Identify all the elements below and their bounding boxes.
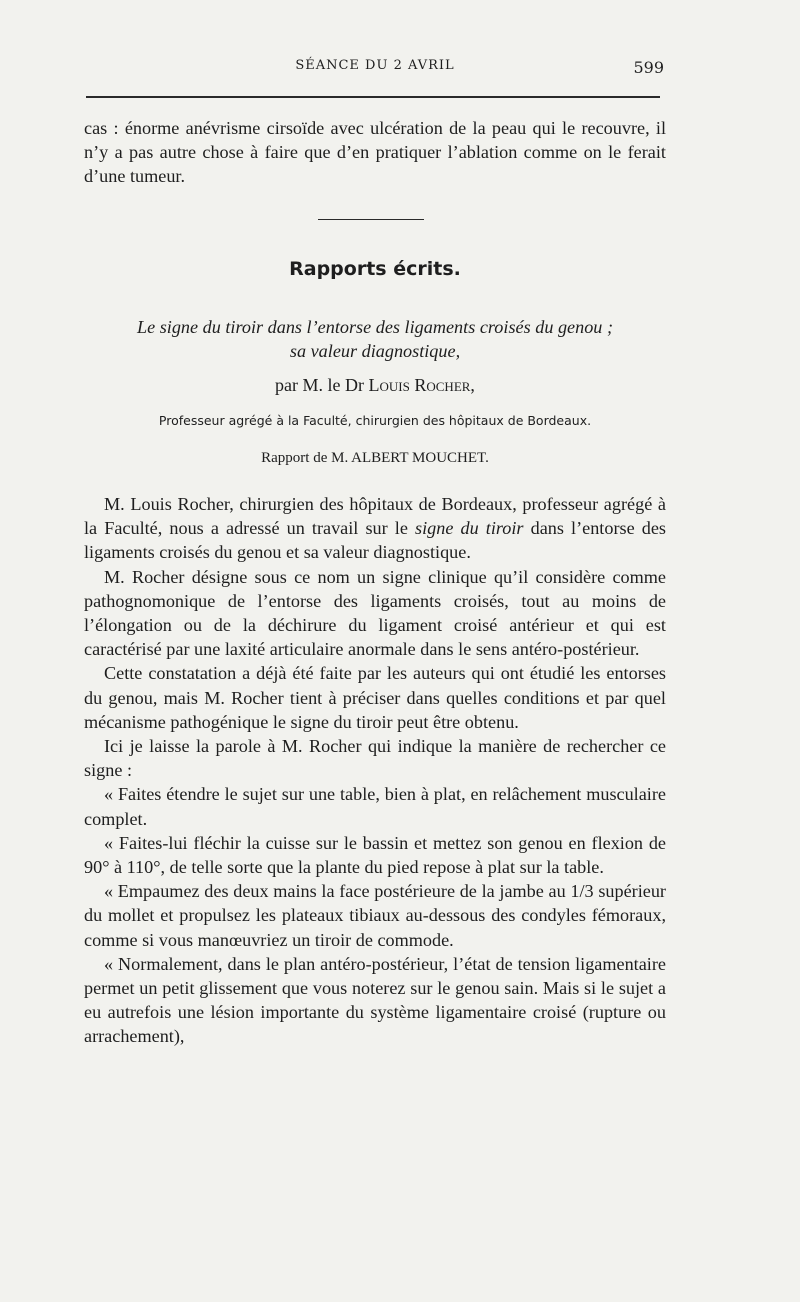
paragraph-1 (84, 492, 666, 565)
running-title: SÉANCE DU 2 AVRIL (295, 58, 455, 73)
paragraph-7: « Empaumez des deux mains la face postérieure de la jambe au 1/3 supérieur du mollet et propulsez les plateaux tibiaux au-dessous des condyles fémoraux, comme si vous manœuvriez un tiroir de commode. (84, 881, 666, 950)
page-header (86, 58, 664, 82)
report-body (84, 492, 666, 1049)
paragraph-4: Ici je laisse la parole à M. Rocher qui indique la manière de rechercher ce signe : (84, 736, 666, 781)
author-prefix: par M. le Dr (275, 375, 369, 395)
header-rule (86, 96, 660, 98)
paragraph-1-italic: signe du tiroir (415, 518, 524, 539)
section-divider (318, 219, 424, 220)
author-affiliation: Professeur agrégé à la Faculté, chirurgien des hôpitaux de Bordeaux. (158, 413, 592, 428)
paragraph-2: M. Rocher désigne sous ce nom un signe clinique qu’il considère comme pathognomonique de l’entorse des ligaments croisés, tout au moins de l’élongation ou de la déchirure du ligament croisé antérieur et qui est caractérisé par une laxité articulaire anormale dans le sens antéro-postérieur. (84, 566, 666, 660)
paragraph-8: « Normalement, dans le plan antéro-postérieur, l’état de tension ligamentaire permet un petit glissement que vous noterez sur le genou sain. Mais si le sujet a eu autrefois une lésion importante du système ligamentaire croisé (rupture ou arrachement), (84, 953, 666, 1047)
author-name: Louis Rocher, (368, 375, 475, 395)
article-title (84, 315, 666, 363)
article-title-line-1: Le signe du tiroir dans l’entorse des ligaments croisés du genou ; (136, 317, 614, 337)
paragraph-3: Cette constatation a déjà été faite par les auteurs qui ont étudié les entorses du genou, mais M. Rocher tient à préciser dans quelles conditions et par quel mécanisme pathogénique le signe du tiroir peut être obtenu. (84, 663, 666, 732)
author-line (84, 375, 666, 396)
intro-paragraph: cas : énorme anévrisme cirsoïde avec ulcération de la peau qui le recouvre, il n’y a pas autre chose à faire que d’en pratiquer l’ablation comme on le ferait d’une tumeur. (84, 118, 666, 187)
intro-text (84, 116, 666, 189)
paragraph-1-end: dans l’entorse des ligaments croisés du genou et sa valeur diagnostique. (84, 518, 666, 563)
paragraph-6: « Faites-lui fléchir la cuisse sur le bassin et mettez son genou en flexion de 90° à 110°, de telle sorte que la plante du pied repose à plat sur la table. (84, 832, 666, 878)
page-number: 599 (633, 58, 664, 77)
paragraph-1-start: M. Louis Rocher, chirurgien des hôpitaux de Bordeaux, professeur agrégé à la Faculté, nous a adressé un travail sur le (84, 494, 666, 539)
report-by: Rapport de M. ALBERT MOUCHET. (261, 450, 489, 466)
paragraph-5: « Faites étendre le sujet sur une table, bien à plat, en relâchement musculaire complet. (84, 784, 666, 829)
article-title-line-2: sa valeur diagnostique, (289, 341, 461, 361)
section-heading: Rapports écrits. (289, 258, 461, 280)
